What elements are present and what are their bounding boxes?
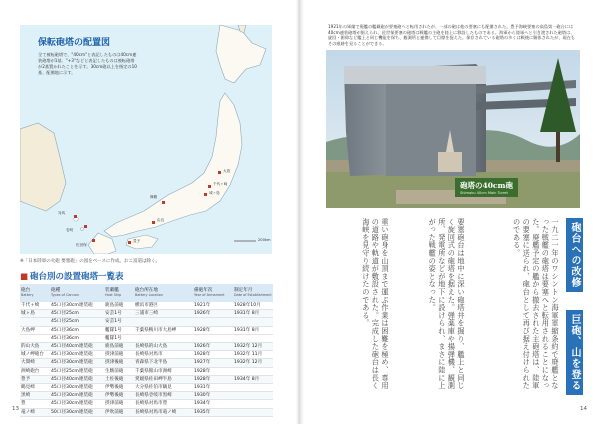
- map-marker-chiyogasaki: [208, 185, 211, 188]
- column-header: 制定年月 Date of Establishment: [233, 284, 273, 302]
- page-gutter: [296, 0, 304, 424]
- fortress-table: [20, 284, 273, 417]
- map-marker-label: 千代ヶ崎: [213, 182, 228, 186]
- page-number-left: 13: [12, 406, 19, 412]
- photo-caption-title: 砲塔の40cm砲: [460, 181, 513, 190]
- photo-caption: [455, 178, 518, 197]
- body-column-1: 一九二一年のワシントン海軍軍縮条約で廃艦となった戦艦の砲塔は要塞へと転用されることになった。廃艦予定の艦から撤去された主砲塔は、陸軍の要塞に送られ、砲台として再び据え付けられたのである。: [512, 218, 560, 390]
- table-heading: [20, 270, 124, 282]
- map-marker-maizuru: [162, 201, 165, 204]
- map-marker-label: 城ヶ島: [209, 191, 220, 195]
- map-marker-tsushima: [74, 215, 77, 218]
- body-column-3: 重い砲身を山頂まで運ぶ作業は困難を極め、専用の道路や軌道が敷設された。完成した砲台は長く海峡を見守り続けたのである。: [361, 218, 390, 390]
- column-header: 砲種 Types of Cannon: [50, 284, 104, 302]
- map-marker-label: 大島: [223, 169, 231, 173]
- map-caption: ※「日本陸軍の火砲 要塞砲」の図をベースに作成。おこ富道は除く。: [20, 259, 160, 264]
- map-note: 全て被転砲塔で、"40cm"と表記したものは40cm連装砲塔が1基、"+3"などと表記したものは被転砲塔が2基置かれたことを示す。30cm砲以上を指定の10基、配備地に示す。: [38, 52, 137, 75]
- map-marker-label: 豊予: [133, 239, 141, 243]
- table-row: 的山大島 45口径40cm連装砲 鹿島前砲 長崎県的山大島 1926年 1932年 12月: [20, 343, 273, 351]
- map-marker-label: 佐世保: [76, 243, 87, 247]
- table-row: 豊 45口径30cm連装砲 摂津前砲 長崎県対馬市豊 1934年: [20, 400, 273, 408]
- column-header: 砲台所在地 Battery Location: [134, 284, 193, 302]
- table-row: 豊予 45口径40cm連装砲 土佐後砲 愛媛県佐田岬半島 1928年 1934年 8月: [20, 375, 273, 383]
- column-header: 装載艦 Host Ship: [104, 284, 134, 302]
- column-header: 砲台 Battery: [20, 284, 50, 302]
- table-row: 大間崎 45口径30cm連装砲 摂津後砲 青森県下北半島 1927年 1932年 12月: [20, 359, 273, 367]
- table-row: 千代ヶ崎 45口径30cm連装砲 鹿島前砲 横浜市港区 1921年 1928年10月: [20, 302, 273, 310]
- map-marker-oshima: [218, 171, 221, 174]
- map-marker-yura: [152, 221, 155, 224]
- heading-mark-icon: ■: [20, 272, 29, 282]
- table-heading-text: 砲台別の設置砲塔一覧表: [30, 272, 124, 282]
- body-column-2: 要塞砲台は地中に深い砲塔井を掘り、艦上と同じく旋回式の砲塔を据えた。弾薬庫や揚弾機、観測所、発電所などが地下に設けられ、まさに陸に上がった戦艦の姿となった。: [428, 218, 466, 390]
- table-row: 黒崎 45口径30cm連装砲 伊勢後砲 長崎県壱岐市黒崎 1930年: [20, 392, 273, 400]
- table-row: 鶴見崎 45口径30cm連装砲 伊勢後砲 大分県佐伯市鶴見 1931年: [20, 384, 273, 392]
- table-row: 洲崎砲台 45口径25cm連装砲 生駒前砲 千葉県館山市洲崎 1928年: [20, 367, 273, 375]
- map-marker-sasebo: [92, 239, 95, 242]
- map-marker-label: 対馬: [58, 211, 66, 215]
- photo-description: 1921年の軍縮で廃艦の艦載砲が要塞砲へと転用されたが、一部の砲は他の要塞にも配備された。豊予海峡要塞の高島第一砲台には40cm連装砲塔が据えられ、佐世保要塞の砲塔は戦艦の主砲を陸上に移設したものである。海軍から陸軍へと引き渡された砲塔は、旋回・俯仰など艦上と同じ機能を保ち、観測所と連携して目標を捉えた。保存されている砲塔の多くは戦後に解体されたが、現在もその痕跡を見ることができる。: [328, 24, 576, 46]
- map-marker-label: 由良: [157, 218, 165, 222]
- table-header-row: [20, 284, 273, 302]
- table-row: 45口径36cm 艦隊1号: [20, 334, 273, 342]
- page-number-right: 14: [580, 406, 587, 412]
- section-heading-2: 巨砲、山を登る: [566, 310, 583, 395]
- map-scale-label: 200km: [258, 238, 271, 242]
- map-marker-jogashima: [204, 193, 207, 196]
- map-marker-label: 壱岐: [66, 228, 74, 232]
- table-row: 城ノ岬砲台 45口径30cm連装砲 摂津前砲 長崎県対馬市 1928年 1932年 11月: [20, 351, 273, 359]
- column-header: 備砲年次 Year of Armament: [193, 284, 233, 302]
- map-marker-label: 舞鶴: [150, 195, 158, 199]
- table-row: 竜ノ崎 50口径30cm連装砲 伊吹前砲 長崎県対馬市竜ノ崎 1935年: [20, 408, 273, 416]
- map-marker-iki: [84, 225, 87, 228]
- map-marker-hoyo: [128, 241, 131, 244]
- map-title: 保転砲塔の配置図: [38, 38, 111, 48]
- table-row: 45口径25cm 安芸1号: [20, 318, 273, 326]
- table-row: 大島岬 45口径36cm 艦隊1号 千葉県鴨川市大島岬 1928年 1931年 8月: [20, 326, 273, 334]
- section-heading-1: 砲台への改修: [566, 218, 583, 292]
- table-row: 城ヶ島 45口径25cm 安芸1号 三浦市三崎 1926年 1931年 8月: [20, 310, 273, 318]
- photo-caption-subtitle: Shimaku 40cm Main Turret: [460, 191, 508, 195]
